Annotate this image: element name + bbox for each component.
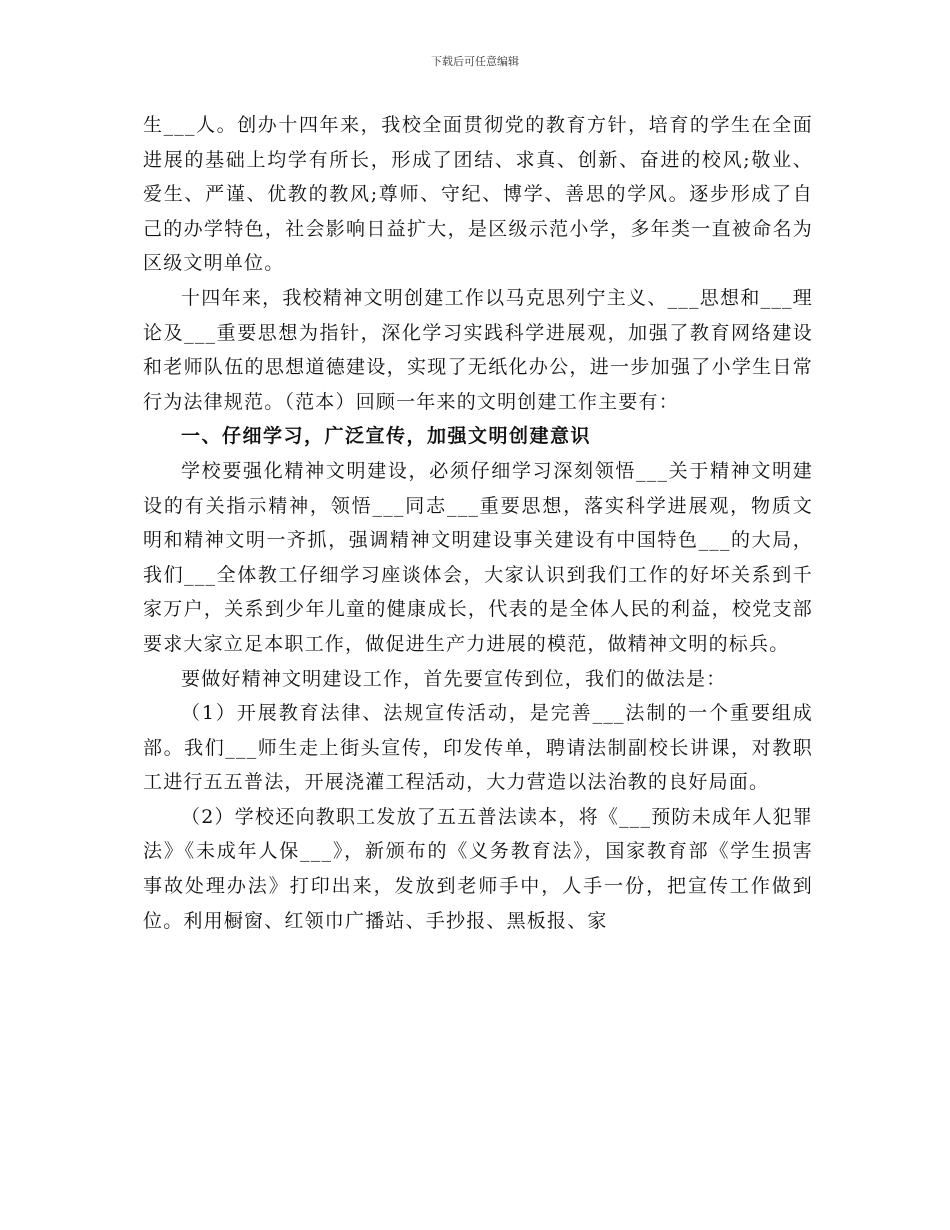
paragraph-1: 生___人。创办十四年来，我校全面贯彻党的教育方针，培育的学生在全面进展的基础上均学有所长，形成了团结、求真、创新、奋进的校风;敬业、爱生、严谨、优教的教风;尊师、守纪、博学、善思的学风。逐步形成了自己的办学特色，社会影响日益扩大，是区级示范小学，多年类一直被命名为区级文明单位。 xyxy=(143,114,813,275)
paragraph-4: 要做好精神文明建设工作，首先要宣传到位，我们的做法是： xyxy=(181,667,727,690)
document-body xyxy=(143,108,813,938)
paragraph-3: 学校要强化精神文明建设，必须仔细学习深刻领悟___关于精神文明建设的有关指示精神，领悟___同志___重要思想，落实科学进展观，物质文明和精神文明一齐抓，强调精神文明建设事关建设有中国特色___的大局，我们___全体教工仔细学习座谈体会，大家认识到我们工作的好坏关系到千家万户，关系到少年儿童的健康成长，代表的是全体人民的利益，校党支部要求大家立足本职工作，做促进生产力进展的模范，做精神文明的标兵。 xyxy=(143,459,813,655)
paragraph-2: 十四年来，我校精神文明创建工作以马克思列宁主义、___思想和___理论及___重要思想为指针，深化学习实践科学进展观，加强了教育网络建设和老师队伍的思想道德建设，实现了无纸化办公，进一步加强了小学生日常行为法律规范。（范本）回顾一年来的文明创建工作主要有： xyxy=(143,286,813,413)
paragraph-6: （2）学校还向教职工发放了五五普法读本，将《___预防未成年人犯罪法》《未成年人保___》，新颁布的《义务教育法》，国家教育部《学生损害事故处理办法》打印出来，发放到老师手中，人手一份，把宣传工作做到位。利用橱窗、红领巾广播站、手抄报、黑板报、家 xyxy=(143,805,813,932)
paragraph-5: （1）开展教育法律、法规宣传活动，是完善___法制的一个重要组成部。我们___师生走上街头宣传，印发传单，聘请法制副校长讲课，对教职工进行五五普法，开展浇灌工程活动，大力营造以法治教的良好局面。 xyxy=(143,702,813,794)
section-heading: 一、仔细学习，广泛宣传，加强文明创建意识 xyxy=(181,425,592,448)
page-header: 下载后可任意编辑 xyxy=(431,55,519,68)
